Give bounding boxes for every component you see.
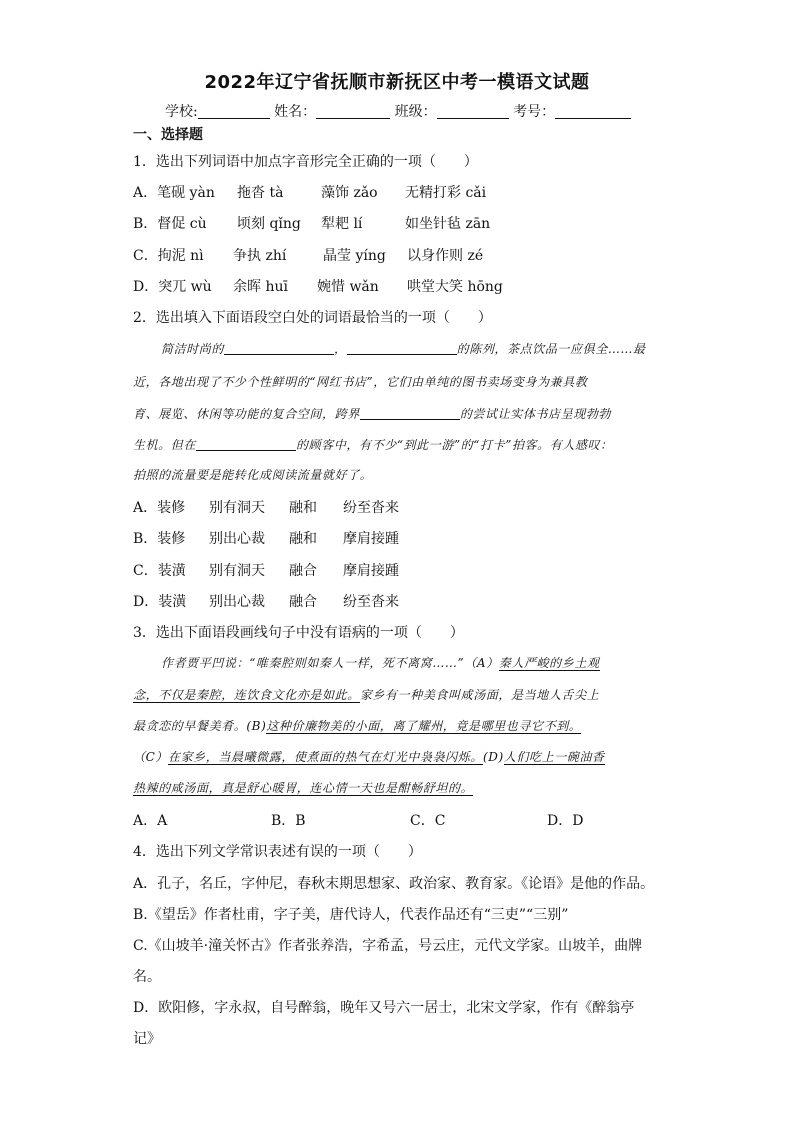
q3-stem: 3．选出下面语段画线句子中没有语病的一项（ ） <box>133 625 464 641</box>
q4-option-d[interactable]: D．欧阳修，字永叔，自号醉翁，晚年又号六一居士，北宋文学家，作有《醉翁亭 <box>133 1000 635 1016</box>
q2-stem: 2．选出填入下面语段空白处的词语最恰当的一项（ ） <box>133 310 492 326</box>
q1-option-d[interactable]: D．突兀 wù 余晖 huī 婉惜 wǎn 哄堂大笑 hōng <box>133 279 503 295</box>
q2-passage-line: 育、展览、休闲等功能的复合空间，跨界 的尝试让实体书店呈现勃勃 <box>133 407 612 421</box>
name-field[interactable] <box>316 104 390 119</box>
q3-passage-line: （C）在家乡，当晨曦微露，使煮面的热气在灯光中袅袅闪烁。(D)人们吃上一碗油香 <box>133 750 605 764</box>
q3-passage-line: 热辣的咸汤面，真是舒心暖胃，连心情一天也是酣畅舒坦的。 <box>133 781 474 795</box>
q3-option-c[interactable]: C．C <box>410 813 446 829</box>
q1-option-b[interactable]: B．督促 cù 顷刻 qǐng 犁耙 lí 如坐针毡 zān <box>133 216 491 232</box>
q3-option-b[interactable]: B．B <box>271 813 306 829</box>
q2-option-d[interactable]: D．装潢 别出心裁 融合 纷至沓来 <box>133 594 399 610</box>
q2-option-a[interactable]: A．装修 别有洞天 融和 纷至沓来 <box>133 500 399 516</box>
section-heading: 一、选择题 <box>133 127 203 143</box>
name-label: 姓名： <box>274 104 317 120</box>
class-label: 班级： <box>394 104 437 120</box>
q4-option-a[interactable]: A．孔子，名丘，字仲尼，春秋末期思想家、政治家、教育家。《论语》是他的作品。 <box>133 876 655 892</box>
class-field[interactable] <box>437 104 509 119</box>
q4-option-b[interactable]: B.《望岳》作者杜甫，字子美，唐代诗人，代表作品还有“三吏”“三别” <box>133 907 569 923</box>
q2-passage-line: 简洁时尚的 ， 的陈列，茶点饮品一应俱全……最 <box>161 342 646 356</box>
q2-option-b[interactable]: B．装修 别出心裁 融和 摩肩接踵 <box>133 531 399 547</box>
q4-option-d-cont: 记》 <box>133 1031 161 1047</box>
q4-stem: 4．选出下列文学常识表述有误的一项（ ） <box>133 844 422 860</box>
q3-option-d[interactable]: D．D <box>547 813 584 829</box>
q2-blank <box>347 342 457 355</box>
q2-blank <box>360 407 460 420</box>
q3-passage-line: 念，不仅是秦腔，连饮食文化亦是如此。家乡有一种美食叫咸汤面，是当地人舌尖上 <box>133 688 600 702</box>
q1-option-c[interactable]: C．拘泥 nì 争执 zhí 晶莹 yíng 以身作则 zé <box>133 248 484 264</box>
q2-passage-line: 拍照的流量要是能转化成阅读流量就好了。 <box>133 468 373 482</box>
student-info-row <box>165 101 631 121</box>
q2-blank <box>196 438 296 451</box>
q3-passage-line: 最贪恋的早餐美肴。(B)这种价廉物美的小面，离了耀州，竟是哪里也寻它不到。 <box>133 719 582 733</box>
q1-option-a[interactable]: A．笔砚 yàn 拖沓 tà 藻饰 zǎo 无精打彩 cǎi <box>133 185 487 201</box>
page-title: 2022年辽宁省抚顺市新抚区中考一模语文试题 <box>204 72 590 93</box>
q4-option-c-cont: 名。 <box>133 969 161 985</box>
q2-passage-line: 近，各地出现了不少个性鲜明的“网红书店”，它们由单纯的图书卖场变身为兼具教 <box>133 375 588 389</box>
q3-option-a[interactable]: A．A <box>133 813 168 829</box>
number-label: 考号： <box>513 104 556 120</box>
q2-passage-line: 生机。但在 的顾客中，有不少“到此一游”的“打卡”拍客。有人感叹： <box>133 438 613 452</box>
q2-option-c[interactable]: C．装潢 别有洞天 融合 摩肩接踵 <box>133 563 399 579</box>
school-label: 学校: <box>165 104 198 120</box>
q3-passage-line: 作者贾平凹说：“唯秦腔则如秦人一样，死不离窝……”（A）秦人严峻的乡土观 <box>161 656 600 670</box>
number-field[interactable] <box>555 104 631 119</box>
school-field[interactable] <box>198 104 270 119</box>
q2-blank <box>224 342 334 355</box>
q4-option-c[interactable]: C.《山坡羊·潼关怀古》作者张养浩，字希孟，号云庄，元代文学家。山坡羊，曲牌 <box>133 938 643 954</box>
q1-stem: 1．选出下列词语中加点字音形完全正确的一项（ ） <box>133 154 478 170</box>
